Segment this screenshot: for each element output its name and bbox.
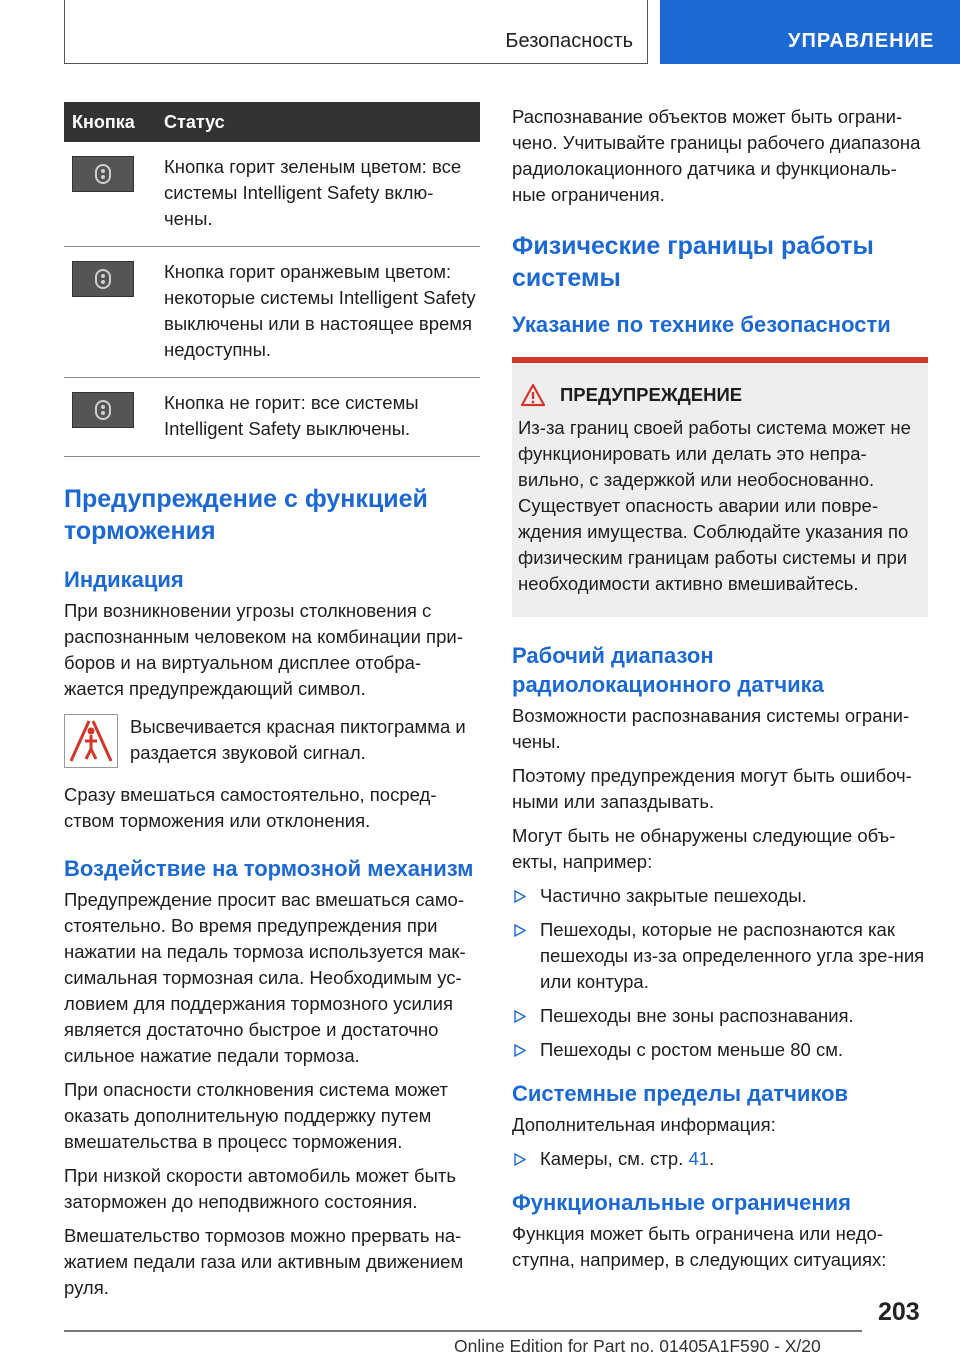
table-cell-status: Кнопка горит зеленым цветом: все системы Intelligent Safety вклю-чены. [164, 142, 480, 247]
page-number: 203 [878, 1298, 920, 1326]
heading-functional-limits: Функциональные ограничения [512, 1190, 851, 1215]
footer-divider [64, 1330, 862, 1332]
paragraph-range-2: Поэтому предупреждения могут быть ошибоч-ными или запаздывать. [512, 765, 912, 812]
heading-safety-note: Указание по технике безопасности [512, 312, 891, 337]
safety-button-icon [72, 156, 134, 192]
pictogram-text: Высвечивается красная пиктограмма и раздается звуковой сигнал. [130, 716, 466, 763]
list-item: Пешеходы вне зоны распознавания. [512, 1003, 928, 1029]
paragraph-brake-2: При опасности столкновения система может оказать дополнительную поддержку путем вмешательства в процесс торможения. [64, 1079, 448, 1152]
paragraph-brake-4: Вмешательство тормозов можно прервать на-жатием педали газа или активным движением руля. [64, 1225, 464, 1298]
paragraph-intro: Распознавание объектов может быть ограни-чено. Учитывайте границы рабочего диапазона радиолокационного датчика и функциональ-ные ограничения. [512, 106, 921, 205]
paragraph-indication: При возникновении угрозы столкновения с распознанным человеком на комбинации при-боров и на виртуальном дисплее отобра-жается предупреждающий символ. [64, 600, 463, 699]
bullet-triangle-icon [514, 890, 526, 903]
safety-button-icon [72, 392, 134, 428]
table-row [64, 378, 480, 457]
section-title: Безопасность [505, 30, 633, 52]
paragraph-sensor: Дополнительная информация: [512, 1114, 776, 1135]
bullet-triangle-icon [514, 1153, 526, 1166]
warning-triangle-icon [520, 383, 546, 407]
safety-button-icon [72, 261, 134, 297]
paragraph-brake-3: При низкой скорости автомобиль может быть заторможен до неподвижного состояния. [64, 1165, 457, 1212]
page-link[interactable]: 41 [688, 1148, 710, 1169]
table-cell-status: Кнопка не горит: все системы Intelligent Safety выключены. [164, 378, 480, 457]
table-header-button: Кнопка [64, 102, 164, 142]
heading-physical-limits: Физические границы работы системы [512, 232, 874, 292]
paragraph-functional: Функция может быть ограничена или недо-ступна, например, в следующих ситуациях: [512, 1223, 887, 1270]
table-row [64, 142, 480, 247]
list-item: Пешеходы с ростом меньше 80 см. [512, 1037, 928, 1063]
paragraph-range-3: Могут быть не обнаружены следующие объ-екты, например: [512, 825, 896, 872]
paragraph-range-1: Возможности распознавания системы ограни-чены. [512, 705, 910, 752]
bullet-triangle-icon [514, 1010, 526, 1023]
right-column [512, 104, 928, 1273]
footer-edition: Online Edition for Part no. 01405A1F590 - X/20 [454, 1336, 821, 1356]
bullet-triangle-icon [514, 1044, 526, 1057]
pictogram-row [64, 714, 480, 768]
bullet-triangle-icon [514, 924, 526, 937]
sensor-list [512, 1146, 928, 1172]
list-item: Частично закрытые пешеходы. [512, 883, 928, 909]
warning-title: ПРЕДУПРЕЖДЕНИЕ [560, 384, 743, 405]
status-table [64, 102, 480, 457]
undetected-objects-list [512, 883, 928, 1063]
header-section-box [64, 0, 648, 64]
heading-brake-action: Воздействие на тормозной механизм [64, 856, 474, 881]
heading-indication: Индикация [64, 567, 184, 592]
heading-braking-warning: Предупреждение с функцией торможения [64, 485, 428, 545]
heading-radar-range: Рабочий диапазон радиолокационного датчика [512, 643, 824, 697]
table-header-status: Статус [164, 102, 480, 142]
warning-box [512, 357, 928, 617]
table-row [64, 247, 480, 378]
paragraph-brake-1: Предупреждение просит вас вмешаться само-стоятельно. Во время предупреждения при нажатии на педаль тормоза используется мак-симальная тормозная сила. Необходимым ус-ловием для поддержания тормозного усилия является достаточно быстрое и достаточно сильное нажатие педали тормоза. [64, 889, 466, 1066]
pedestrian-warning-icon [64, 714, 118, 768]
chapter-tab: УПРАВЛЕНИЕ [660, 0, 960, 64]
paragraph-act: Сразу вмешаться самостоятельно, посред-ством торможения или отклонения. [64, 784, 437, 831]
warning-text: Из-за границ своей работы система может не функционировать или делать это непра-вильно, с задержкой или необоснованно. Существует опасность аварии или повре-ждения имущества. Соблюдайте указания по физическим границам работы системы и при необходимости активно вмешивайтесь. [518, 417, 911, 594]
list-item: Камеры, см. стр. 41. [512, 1146, 928, 1172]
heading-sensor-limits: Системные пределы датчиков [512, 1081, 849, 1106]
left-column [64, 102, 480, 1301]
list-item: Пешеходы, которые не распознаются как пешеходы из-за определенного угла зре-ния или контура. [512, 917, 928, 995]
table-cell-status: Кнопка горит оранжевым цветом: некоторые системы Intelligent Safety выключены или в настоящее время недоступны. [164, 247, 480, 378]
